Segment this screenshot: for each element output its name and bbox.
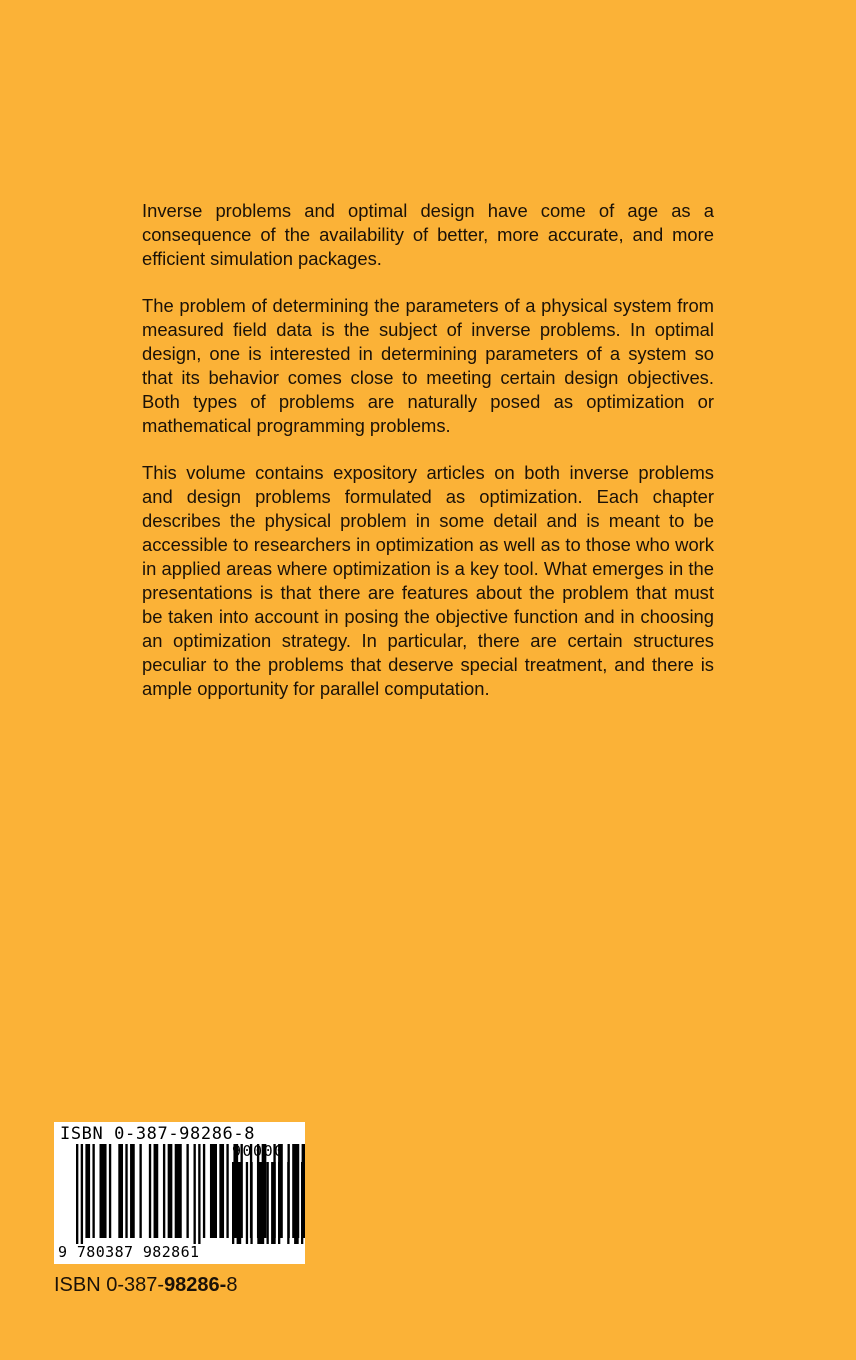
isbn-footer-prefix: ISBN 0-387- — [54, 1274, 165, 1296]
barcode-bar — [125, 1144, 127, 1238]
isbn-footer — [54, 1273, 237, 1297]
barcode-bar — [287, 1162, 289, 1244]
barcode-bar — [198, 1144, 200, 1244]
barcode-bar — [267, 1162, 269, 1244]
barcode-bar — [92, 1144, 94, 1238]
barcode-label — [54, 1122, 305, 1264]
barcode-bar — [168, 1144, 173, 1238]
barcode-bar — [186, 1144, 188, 1238]
barcode-bar — [246, 1162, 248, 1244]
back-cover-description — [142, 199, 714, 701]
barcode-bar — [210, 1144, 217, 1238]
barcode-ean-digits: 9 780387 982861 — [58, 1243, 200, 1261]
barcode-bar — [163, 1144, 165, 1238]
barcode-bar — [194, 1144, 196, 1244]
barcode-bar — [278, 1162, 280, 1244]
barcode-isbn-text: ISBN 0-387-98286-8 — [60, 1124, 256, 1144]
barcode-bar — [219, 1144, 224, 1238]
barcode-bar — [294, 1162, 299, 1244]
description-paragraph-1: Inverse problems and optimal design have come of age as a consequence of the availability of better, more accurate, and more efficient simulation packages. — [142, 200, 714, 269]
barcode-bar — [257, 1162, 264, 1244]
barcode-bar — [203, 1144, 205, 1238]
barcode-bar — [118, 1144, 123, 1238]
barcode-bar — [175, 1144, 182, 1238]
barcode-bar — [154, 1144, 159, 1238]
barcode-bar — [250, 1162, 252, 1244]
isbn-footer-bold: 98286- — [164, 1274, 227, 1296]
isbn-footer-suffix: 8 — [226, 1274, 238, 1296]
barcode-bar — [109, 1144, 111, 1238]
barcode-bar — [271, 1162, 276, 1244]
barcode-bar — [85, 1144, 90, 1238]
barcode-bar — [100, 1144, 107, 1238]
barcode-bar — [232, 1162, 234, 1244]
barcode-addon-digits: 90000 — [232, 1142, 285, 1160]
barcode-bar — [237, 1162, 242, 1244]
barcode-bar — [301, 1162, 303, 1244]
barcode-bar — [226, 1144, 228, 1238]
description-paragraph-2: The problem of determining the parameters of a physical system from measured field data is the subject of inverse problems. In optimal design, one is interested in determining parameters of a system so that its behavior comes close to meeting certain design objectives. Both types of problems are naturally posed as optimization or mathematical programming problems. — [142, 295, 714, 436]
barcode-bar — [76, 1144, 78, 1244]
barcode-bar — [149, 1144, 151, 1238]
barcode-bar — [81, 1144, 83, 1244]
barcode-bar — [139, 1144, 141, 1238]
description-paragraph-3: This volume contains expository articles on both inverse problems and design problems formulated as optimization. Each chapter describes the physical problem in some detail and is meant to be accessible to researchers in optimization as well as to those who work in applied areas where optimization is a key tool. What emerges in the presentations is that there are features about the problem that must be taken into account in posing the objective function and in choosing an optimization strategy. In particular, there are certain structures peculiar to the problems that deserve special treatment, and there is ample opportunity for parallel computation. — [142, 462, 714, 699]
barcode-bar — [130, 1144, 135, 1238]
